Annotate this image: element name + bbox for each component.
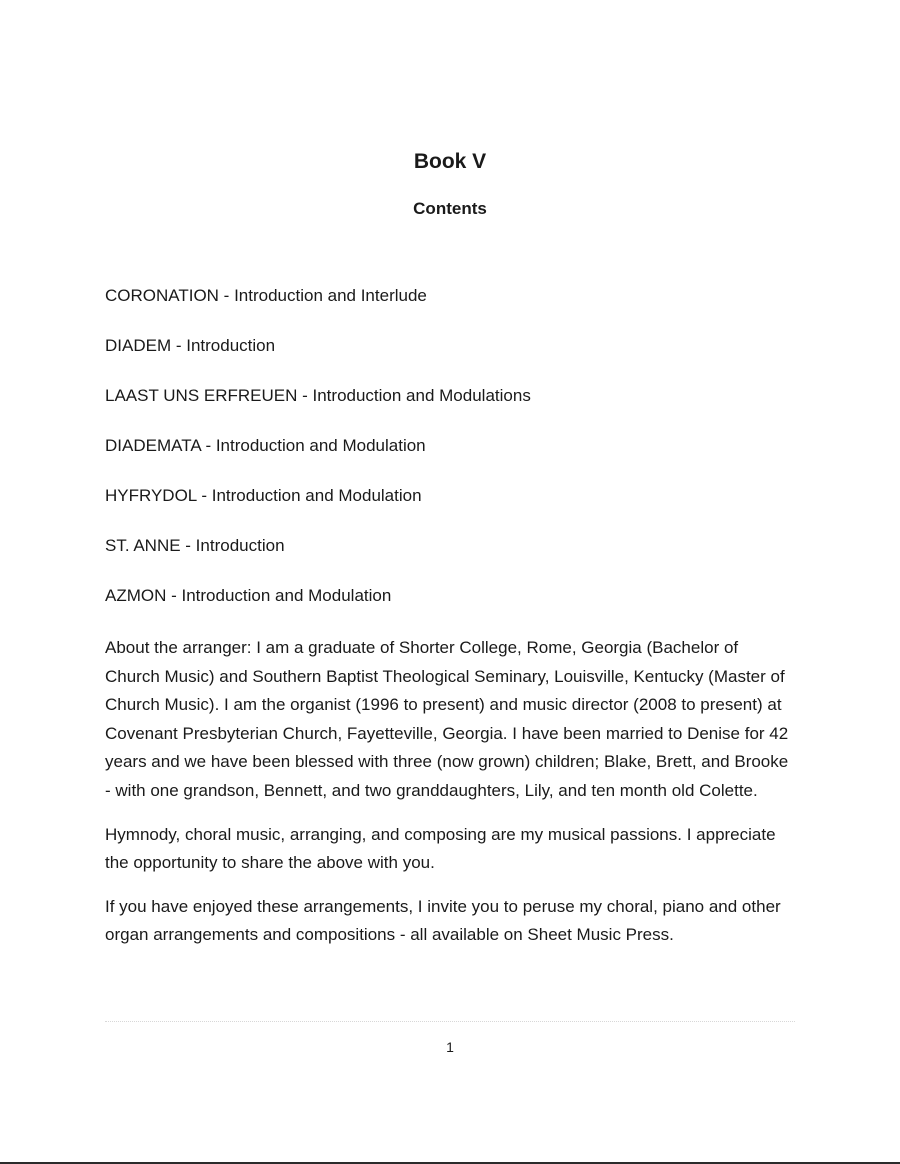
contents-item: DIADEMATA - Introduction and Modulation [105, 436, 426, 455]
contents-item: CORONATION - Introduction and Interlude [105, 286, 427, 305]
musical-passions-paragraph: Hymnody, choral music, arranging, and composing are my musical passions. I appreciate the opportunity to share the above with you. [105, 824, 776, 873]
about-arranger-paragraph: About the arranger: I am a graduate of Shorter College, Rome, Georgia (Bachelor of Church Music) and Southern Baptist Theological Seminary, Louisville, Kentucky (Master of Church Music). I am the organist (1996 to present) and music director (2008 to present) at Covenant Presbyterian Church, Fayetteville, Georgia. I have been married to Denise for 42 years and we have been blessed with three (now grown) children; Blake, Brett, and Brooke - with one grandson, Bennett, and two granddaughters, Lily, and ten month old Colette. [105, 638, 789, 800]
contents-item: DIADEM - Introduction [105, 336, 276, 355]
contents-list [105, 285, 805, 635]
arranger-notes [105, 634, 795, 965]
closing-invitation-paragraph: If you have enjoyed these arrangements, I invite you to peruse my choral, piano and other organ arrangements and compositions - all available on Sheet Music Press. [105, 896, 781, 945]
contents-item: AZMON - Introduction and Modulation [105, 586, 392, 605]
page-title: Book V [413, 150, 487, 173]
contents-item: HYFRYDOL - Introduction and Modulation [105, 486, 422, 505]
page-number: 1 [446, 1039, 454, 1055]
contents-item: ST. ANNE - Introduction [105, 536, 285, 555]
footer-divider [105, 1021, 795, 1022]
contents-item: LAAST UNS ERFREUEN - Introduction and Modulations [105, 386, 531, 405]
contents-heading: Contents [413, 199, 487, 218]
